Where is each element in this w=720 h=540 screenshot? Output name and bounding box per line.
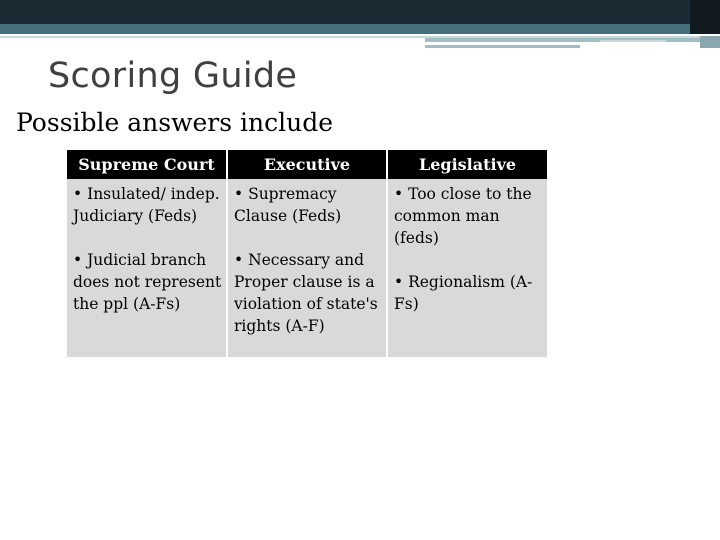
slide-title: Scoring Guide [48, 56, 298, 96]
banner-dark-band [0, 0, 720, 24]
table-header-row [67, 150, 547, 179]
header-supreme-court: Supreme Court [67, 150, 227, 179]
header-executive: Executive [227, 150, 387, 179]
banner-line-accent [425, 38, 720, 42]
cell-legislative [387, 179, 547, 357]
top-decorative-banner [0, 0, 720, 50]
spacer [234, 227, 386, 249]
supreme-court-answer-2: • Judicial branch does not represent the ppl (A-Fs) [73, 251, 222, 313]
banner-dark-block-right [690, 0, 720, 34]
table-row [67, 179, 547, 357]
scoring-table [67, 150, 547, 357]
supreme-court-answer-1: • Insulated/ indep. Judiciary (Feds) [73, 185, 220, 225]
executive-answer-1: • Supremacy Clause (Feds) [234, 185, 342, 225]
slide-subtitle: Possible answers include [16, 108, 334, 137]
cell-executive [227, 179, 387, 357]
legislative-answer-2: • Regionalism (A-Fs) [394, 273, 533, 313]
spacer [73, 227, 226, 249]
banner-line-short [425, 45, 580, 48]
cell-supreme-court [67, 179, 227, 357]
banner-corner-block [700, 36, 720, 48]
executive-answer-2: • Necessary and Proper clause is a violation of state's rights (A-F) [234, 251, 378, 335]
banner-line-right [600, 40, 666, 42]
legislative-answer-1: • Too close to the common man (feds) [394, 185, 532, 247]
banner-teal-band [0, 24, 720, 34]
spacer [394, 249, 547, 271]
header-legislative: Legislative [387, 150, 547, 179]
